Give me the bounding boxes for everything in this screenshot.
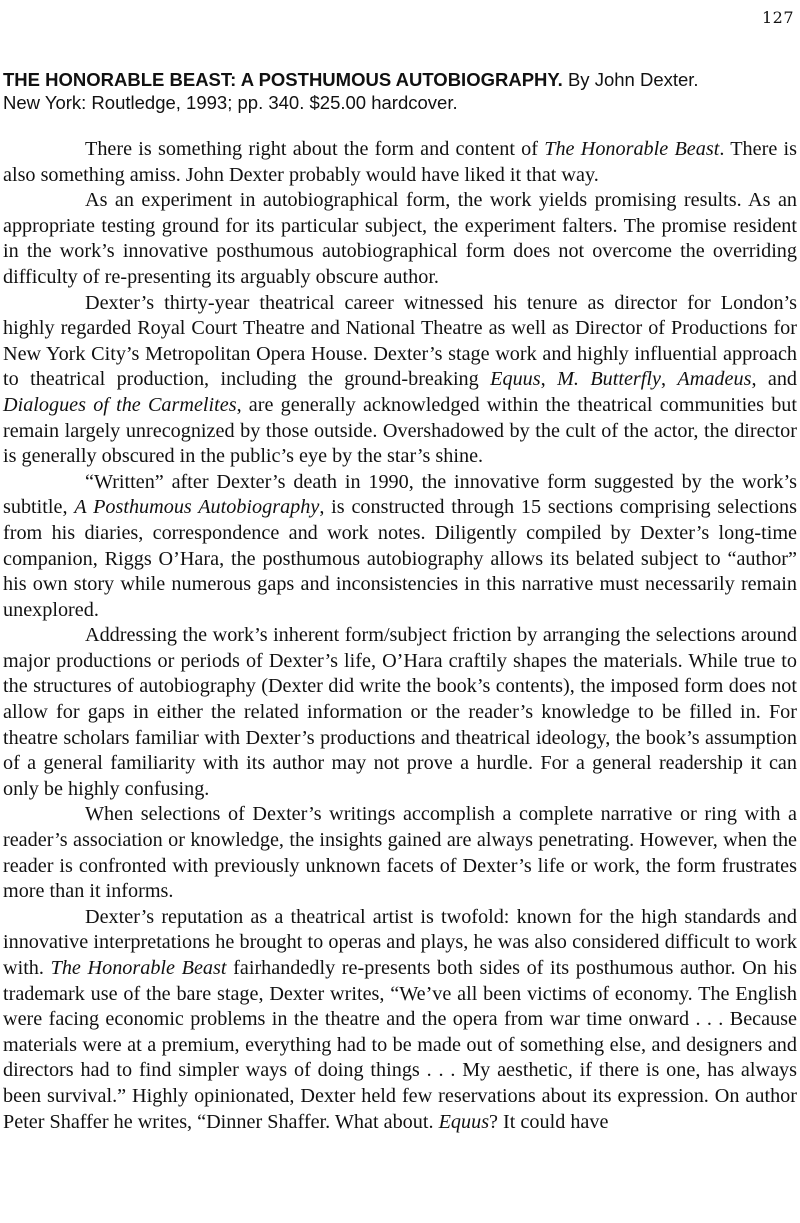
italic-title: M. Butterfly	[557, 368, 661, 391]
paragraph-text: , are generally acknowledged within the theatrical communities but remain largely unrecognized by those outside. Overshadowed by the cult of the actor, the director is generally obscured in the public’s eye by the star’s shine.	[3, 393, 797, 468]
paragraph-text: There is something right about the form and content of	[85, 138, 545, 160]
paragraph-text: Dexter’s thirty-year theatrical career witnessed his tenure as director for London’s highly regarded Royal Court Theatre and National Theatre as well as Director of Productions for New York City’s Metropolitan Opera House. Dexter’s stage work and highly influential approach to theatrical production, including the ground-breaking	[3, 291, 797, 391]
paragraph-text: “Written” after Dexter’s death in 1990, the innovative form suggested by the work’s subtitle,	[3, 470, 797, 519]
italic-title: A Posthumous Autobiography	[74, 496, 320, 519]
italic-title: The Honorable Beast	[544, 138, 720, 160]
paragraph	[3, 291, 797, 470]
paragraph-text: , is constructed through 15 sections comprising selections from his diaries, correspondence and work notes. Diligently compiled by Dexter’s long-time companion, Riggs O’Hara, the posthumous autobiography allows its belated subject to “author” his own story while numerous gaps and inconsistencies in this narrative must necessarily remain unexplored.	[3, 496, 797, 621]
italic-title: Amadeus	[677, 368, 752, 391]
paragraph	[3, 623, 797, 802]
italic-title: Equus	[438, 1110, 490, 1133]
paragraph-text: , and	[751, 368, 798, 391]
review-body	[3, 137, 797, 1135]
book-author: By John Dexter.	[562, 69, 699, 90]
paragraph-text: Dexter’s reputation as a theatrical artist is twofold: known for the high standards and innovative interpretations he brought to operas and plays, he was also considered difficult to work with.	[3, 905, 797, 979]
paragraph-text: fairhandedly re-presents both sides of its posthumous author. On his trademark use of the bare stage, Dexter writes, “We’ve all been victims of economy. The English were facing economic problems in the theatre and the opera from war time onward . . . Because materials were at a premium, everything had to be made out of something else, and designers and directors had to find simpler ways of doing things . . . My aesthetic, if there is one, has always been survival.” Highly opinionated, Dexter held few reservations about its expression. On author Peter Shaffer he writes, “Dinner Shaffer. What about.	[3, 957, 798, 1133]
paragraph	[3, 137, 797, 188]
paragraph-text: Addressing the work’s inherent form/subject friction by arranging the selections around major productions or periods of Dexter’s life, O’Hara craftily shapes the materials. While true to the structures of autobiography (Dexter did write the book’s contents), the imposed form does not allow for gaps in either the related information or the reader’s knowledge to be filled in. For theatre scholars familiar with Dexter’s productions and theatrical ideology, the book’s assumption of a general familiarity with its author may not prove a hurdle. For a general readership it can only be highly confusing.	[3, 624, 797, 800]
book-title: THE HONORABLE BEAST: A POSTHUMOUS AUTOBIOGRAPHY.	[3, 69, 563, 90]
italic-title: Dialogues of the Carmelites	[3, 393, 237, 416]
paragraph	[3, 802, 797, 904]
paragraph	[3, 905, 797, 1135]
publication-details: New York: Routledge, 1993; pp. 340. $25.00 hardcover.	[3, 92, 458, 113]
paragraph-text: When selections of Dexter’s writings accomplish a complete narrative or ring with a reader’s association or knowledge, the insights gained are always penetrating. However, when the reader is confronted with previously unknown facets of Dexter’s life or work, the form frustrates more than it informs.	[3, 803, 797, 903]
paragraph-text: ,	[540, 368, 558, 391]
page-number: 127	[761, 8, 794, 27]
paragraph-text: . There is also something amiss. John Dexter probably would have liked it that way.	[3, 138, 797, 186]
paragraph	[3, 470, 797, 624]
paragraph-text: ,	[660, 368, 678, 391]
review-citation	[3, 68, 797, 114]
italic-title: Equus	[490, 368, 541, 391]
paragraph-text: ? It could have	[489, 1110, 609, 1133]
paragraph-text: As an experiment in autobiographical form, the work yields promising results. As an appropriate testing ground for its particular subject, the experiment falters. The promise resident in the work’s innovative posthumous autobiographical form does not overcome the overriding difficulty of re-presenting its arguably obscure author.	[3, 189, 797, 288]
italic-title: The Honorable Beast	[50, 957, 227, 979]
paragraph	[3, 188, 797, 290]
